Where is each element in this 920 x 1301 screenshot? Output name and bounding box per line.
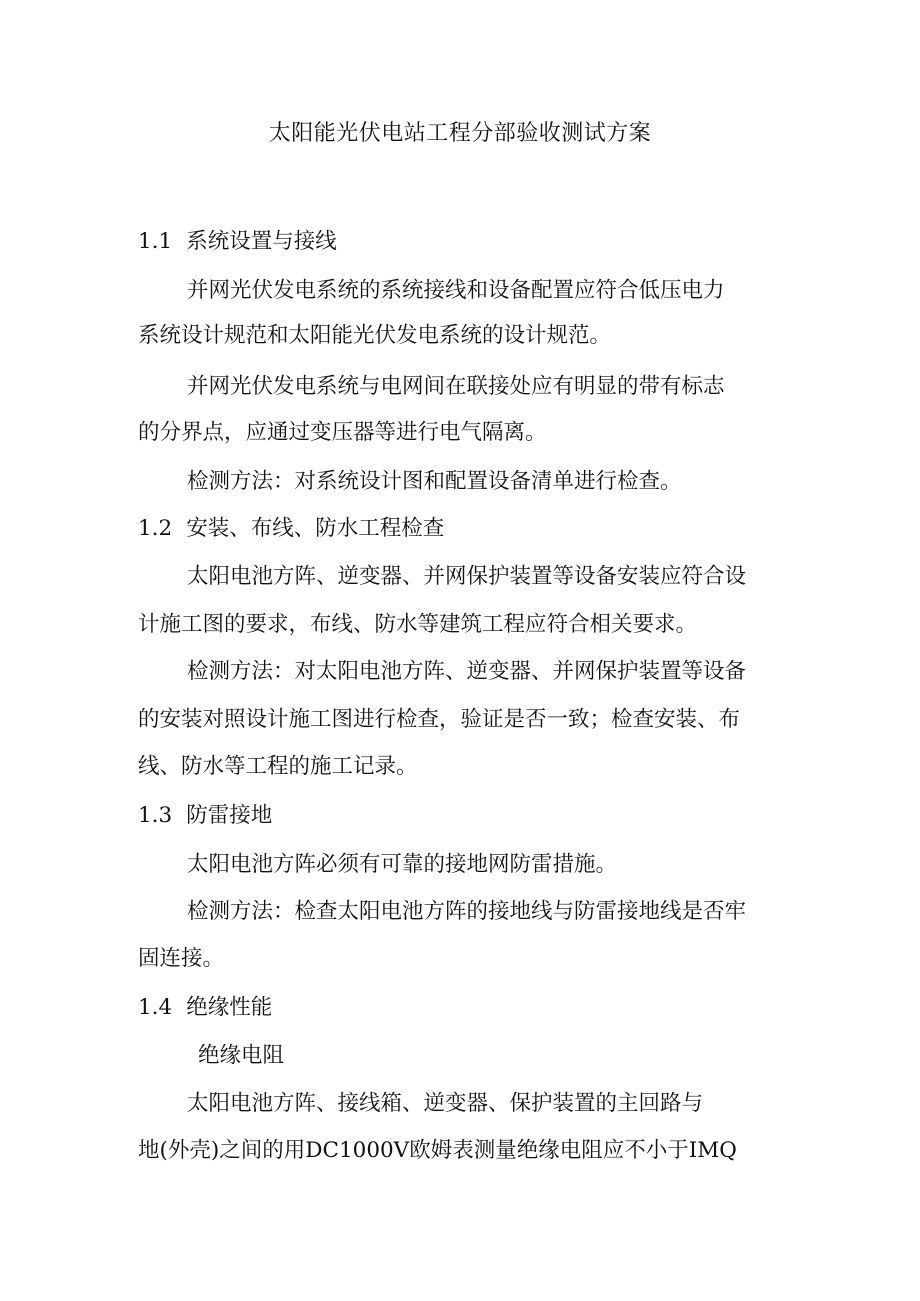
section-title: 安装、布线、防水工程检查 <box>186 516 445 541</box>
paragraph-line: 并网光伏发电系统的系统接线和设备配置应符合低压电力 <box>187 278 725 303</box>
paragraph-line: 检测方法：对系统设计图和配置设备清单进行检查。 <box>187 469 682 494</box>
paragraph-line: 并网光伏发电系统与电网间在联接处应有明显的带有标志 <box>187 374 725 399</box>
section-title: 绝缘性能 <box>186 995 273 1020</box>
section-number: 1.4 <box>138 995 173 1020</box>
paragraph-line: 检测方法：检查太阳电池方阵的接地线与防雷接地线是否牢 <box>187 899 747 924</box>
section-number: 1.3 <box>138 803 173 828</box>
paragraph-line: 地(外壳)之间的用DC1000V欧姆表测量绝缘电阻应不小于IMQ <box>138 1138 737 1163</box>
section-number: 1.1 <box>138 229 173 254</box>
section-heading-1-3 <box>138 801 272 831</box>
section-number: 1.2 <box>138 516 173 541</box>
paragraph-line: 太阳电池方阵必须有可靠的接地网防雷措施。 <box>187 852 618 877</box>
paragraph-line: 太阳电池方阵、接线箱、逆变器、保护装置的主回路与 <box>187 1091 704 1116</box>
section-heading-1-1 <box>138 227 337 257</box>
paragraph-line: 计施工图的要求，布线、防水等建筑工程应符合相关要求。 <box>138 612 698 637</box>
paragraph-line: 太阳电池方阵、逆变器、并网保护装置等设备安装应符合设 <box>187 564 747 589</box>
paragraph-line: 检测方法：对太阳电池方阵、逆变器、并网保护装置等设备 <box>187 659 747 684</box>
section-title: 系统设置与接线 <box>186 229 337 254</box>
section-title: 防雷接地 <box>186 803 273 828</box>
paragraph-line: 的安装对照设计施工图进行检查，验证是否一致；检查安装、布 <box>138 707 741 732</box>
paragraph-line: 系统设计规范和太阳能光伏发电系统的设计规范。 <box>138 323 612 348</box>
section-heading-1-2 <box>138 514 444 544</box>
paragraph-line: 固连接。 <box>138 946 225 971</box>
paragraph-line: 线、防水等工程的施工记录。 <box>138 754 418 779</box>
document-title: 太阳能光伏电站工程分部验收测试方案 <box>268 121 652 146</box>
section-heading-1-4 <box>138 993 272 1023</box>
paragraph-line: 的分界点，应通过变压器等进行电气隔离。 <box>138 420 547 445</box>
subheading-line: 绝缘电阻 <box>198 1043 285 1068</box>
